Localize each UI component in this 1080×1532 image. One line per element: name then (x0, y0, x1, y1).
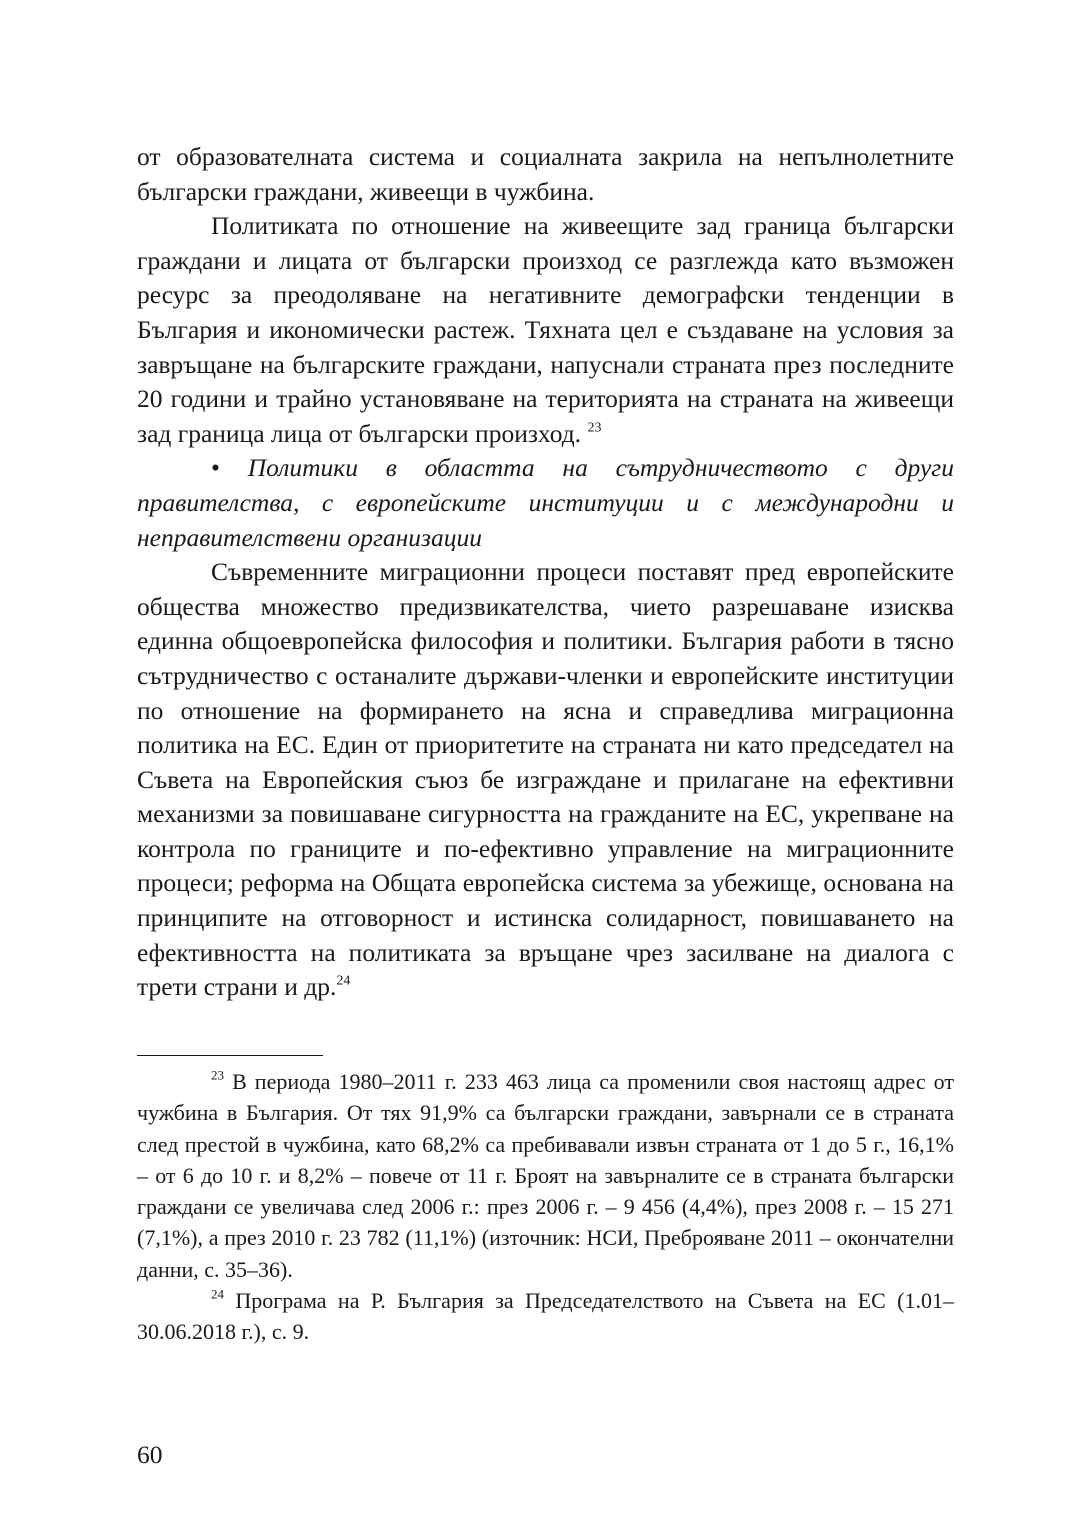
footnote-divider (137, 1055, 323, 1056)
main-text (137, 140, 954, 1005)
paragraph-continuation: от образователната система и социалната закрила на непълнолетните български граждани, живеещи в чужбина. (137, 142, 954, 206)
footnote-number: 23 (211, 1067, 224, 1083)
footnote-text: В периода 1980–2011 г. 233 463 лица са променили своя настоящ адрес от чужбина в България. От тях 91,9% са български граждани, завърнали се в страната след престой в чужбина, като 68,2% са пребивавали извън страната от 1 до 5 г., 16,1% – от 6 до 10 г. и 8,2% – повече от 11 г. Броят на завърналите се в страната български граждани се увеличава след 2006 г.: през 2006 г. – 9 456 (4,4%), през 2008 г. – 15 271 (7,1%), а през 2010 г. 23 782 (11,1%) (източник: НСИ, Преброяване 2011 – окончателни данни, с. 35–36). (137, 1069, 955, 1282)
footnote-23 (137, 1066, 954, 1285)
footnote-text: Програма на Р. България за Председателството на Съвета на ЕС (1.01–30.06.2018 г.), с. 9. (137, 1288, 954, 1345)
section-heading-text: Политики в областта на сътрудничеството с други правителства, с европейските институции и с международни и неправителствени организации (137, 453, 954, 552)
paragraph-migration: Съвременните миграционни процеси поставят пред европейските общества множество предизвикателства, чието разрешаване изисква единна общоевропейска философия и политики. България работи в тясно сътрудничество с останалите държави-членки и европейските институции по отношение на формирането на ясна и справедлива миграционна политика на ЕС. Един от приоритетите на страната ни като председател на Съвета на Европейския съюз бе изграждане и прилагане на ефективни механизми за повишаване сигурността на гражданите на ЕС, укрепване на контрола по границите и по-ефективно управление на миграционните процеси; реформа на Общата европейска система за убежище, основана на принципите на отговорност и истинска солидарност, повишаването на ефективността на политиката за връщане чрез засилване на диалога с трети страни и др.$^{24}$ (137, 557, 954, 1002)
footnote-ref-24[interactable]: 24 (336, 973, 351, 989)
paragraph-policy-abroad: Политиката по отношение на живеещите зад граница български граждани и лицата от български произход се разглежда като възможен ресурс за преодоляване на негативните демографски тенденции в България и икономически растеж. Тяхната цел е създаване на условия за завръщане на българските граждани, напуснали страната през последните 20 години и трайно установяване на територията на страната на живеещи зад граница лица от български произход. $^{23}$ (137, 211, 954, 448)
footnote-number: 24 (211, 1286, 224, 1302)
bullet-icon: • (211, 453, 220, 483)
footnote-24 (137, 1285, 954, 1348)
page-number: 60 (137, 1440, 163, 1469)
footnote-ref-23[interactable]: 23 (587, 420, 602, 436)
section-heading (137, 451, 954, 555)
footnotes (137, 1066, 954, 1348)
